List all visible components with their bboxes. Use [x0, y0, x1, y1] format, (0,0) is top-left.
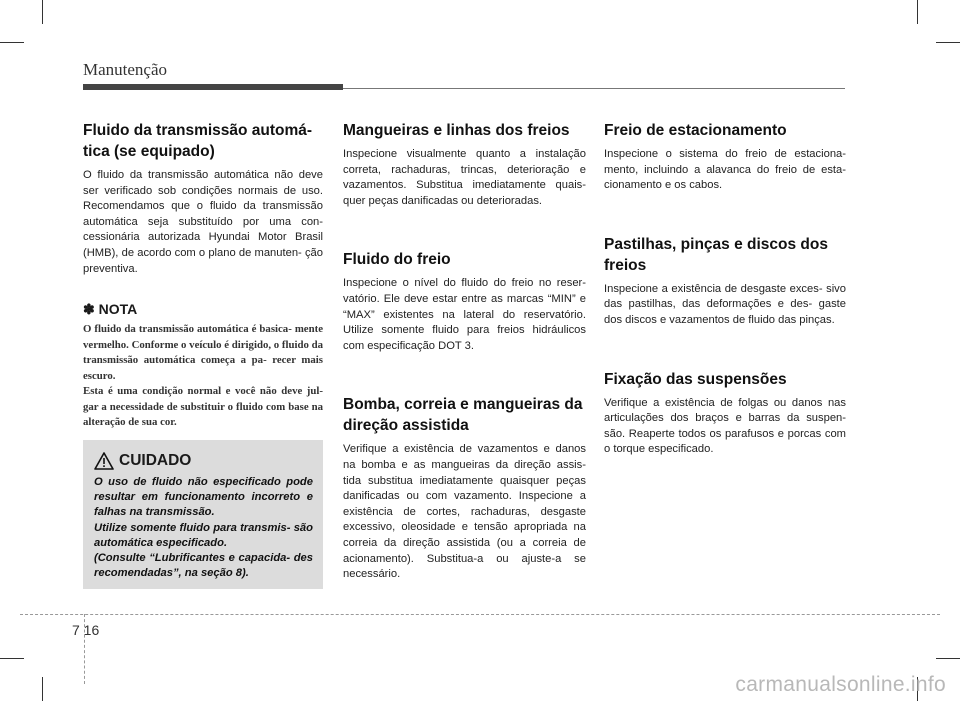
- section-heading: Pastilhas, pinças e discos dos freios: [604, 235, 828, 274]
- page-header-title: Manutenção: [83, 60, 168, 79]
- watermark: carmanualsonline.info: [735, 673, 946, 696]
- page-number: 7 16: [72, 622, 100, 638]
- crop-mark: [0, 42, 24, 43]
- column-1: [83, 120, 323, 431]
- crop-mark: [936, 42, 960, 43]
- section-body: Verifique a existência de vazamentos e danos na bomba e as mangueiras da direção assis- tida substitua imediatamente quaisquer peças danificadas ou com vazamento. Inspecione a existência de cortes, rachaduras, desgaste excessivo, oleosidade e tensão apropriada na correia da direção assistida (ou a correia de acionamento). Substitua-a ou ajuste-a se necessário.: [343, 443, 586, 581]
- crop-mark: [917, 0, 918, 24]
- caution-paragraph: (Consulte “Lubrificantes e capacida- des recomendadas”, na seção 8).: [94, 552, 313, 580]
- section-body: Inspecione visualmente quanto a instalação correta, rachaduras, trincas, deterioração e vazamentos. Substitua imediatamente quais- quer peças danificadas ou deterioradas.: [343, 148, 586, 207]
- footer-divider: [20, 614, 940, 615]
- section-body: O fluido da transmissão automática não deve ser verificado sob condições normais de uso. Recomendamos que o fluido da transmissão automática seja substituído por uma con- cessionária autorizada Hyundai Motor Brasil (HMB), de acordo com o plano de manuten- ção preventiva.: [83, 169, 323, 275]
- section-heading: Bomba, correia e mangueiras da direção assistida: [343, 396, 583, 435]
- section-body: Verifique a existência de folgas ou danos nas articulações dos braços e barras da suspen- são. Reaperte todos os parafusos e porcas com o torque especificado.: [604, 396, 846, 456]
- header-rule: [83, 84, 343, 90]
- caution-box: [83, 440, 323, 589]
- section-body: Inspecione a existência de desgaste exces- sivo das pastilhas, das deformações e des- gaste dos discos e vazamentos de fluido das pinças.: [604, 282, 846, 326]
- section-heading: Fluido da transmissão automá- tica (se equipado): [83, 122, 313, 160]
- warning-triangle-icon: [94, 452, 114, 470]
- caution-paragraph: Utilize somente fluido para transmis- são automática especificado.: [94, 521, 313, 549]
- column-3: [604, 120, 846, 458]
- section-heading: Fixação das suspensões: [604, 370, 787, 388]
- note-title: ✽ NOTA: [83, 301, 138, 318]
- crop-mark: [42, 0, 43, 24]
- caution-header: [94, 452, 313, 470]
- column-2: [343, 120, 586, 583]
- section-heading: Mangueiras e linhas dos freios: [343, 122, 570, 139]
- crop-mark: [936, 658, 960, 659]
- crop-mark: [0, 658, 24, 659]
- caution-paragraph: O uso de fluido não especificado pode resultar em funcionamento incorreto e falhas na transmissão.: [94, 476, 313, 519]
- note-paragraph: Esta é uma condição normal e você não deve jul- gar a necessidade de substituir o fluido com base na alteração de sua cor.: [83, 385, 323, 429]
- crop-mark: [42, 677, 43, 701]
- section-heading: Fluido do freio: [343, 251, 451, 269]
- caution-title: CUIDADO: [119, 452, 192, 469]
- note-paragraph: O fluido da transmissão automática é basica- mente vermelho. Conforme o veículo é dirigido, o fluido da transmissão automática começa a pa- recer mais escuro.: [83, 323, 323, 382]
- section-body: Inspecione o nível do fluido do freio no reser- vatório. Ele deve estar entre as marcas “MIN” e “MAX” existentes na lateral do reservatório. Utilize somente fluido para freios hidráulicos com especificação DOT 3.: [343, 277, 586, 352]
- section-heading: Freio de estacionamento: [604, 122, 787, 139]
- header-line: [343, 88, 845, 89]
- section-body: Inspecione o sistema do freio de estaciona- mento, incluindo a alavanca do freio de esta- cionamento e os cabos.: [604, 148, 846, 192]
